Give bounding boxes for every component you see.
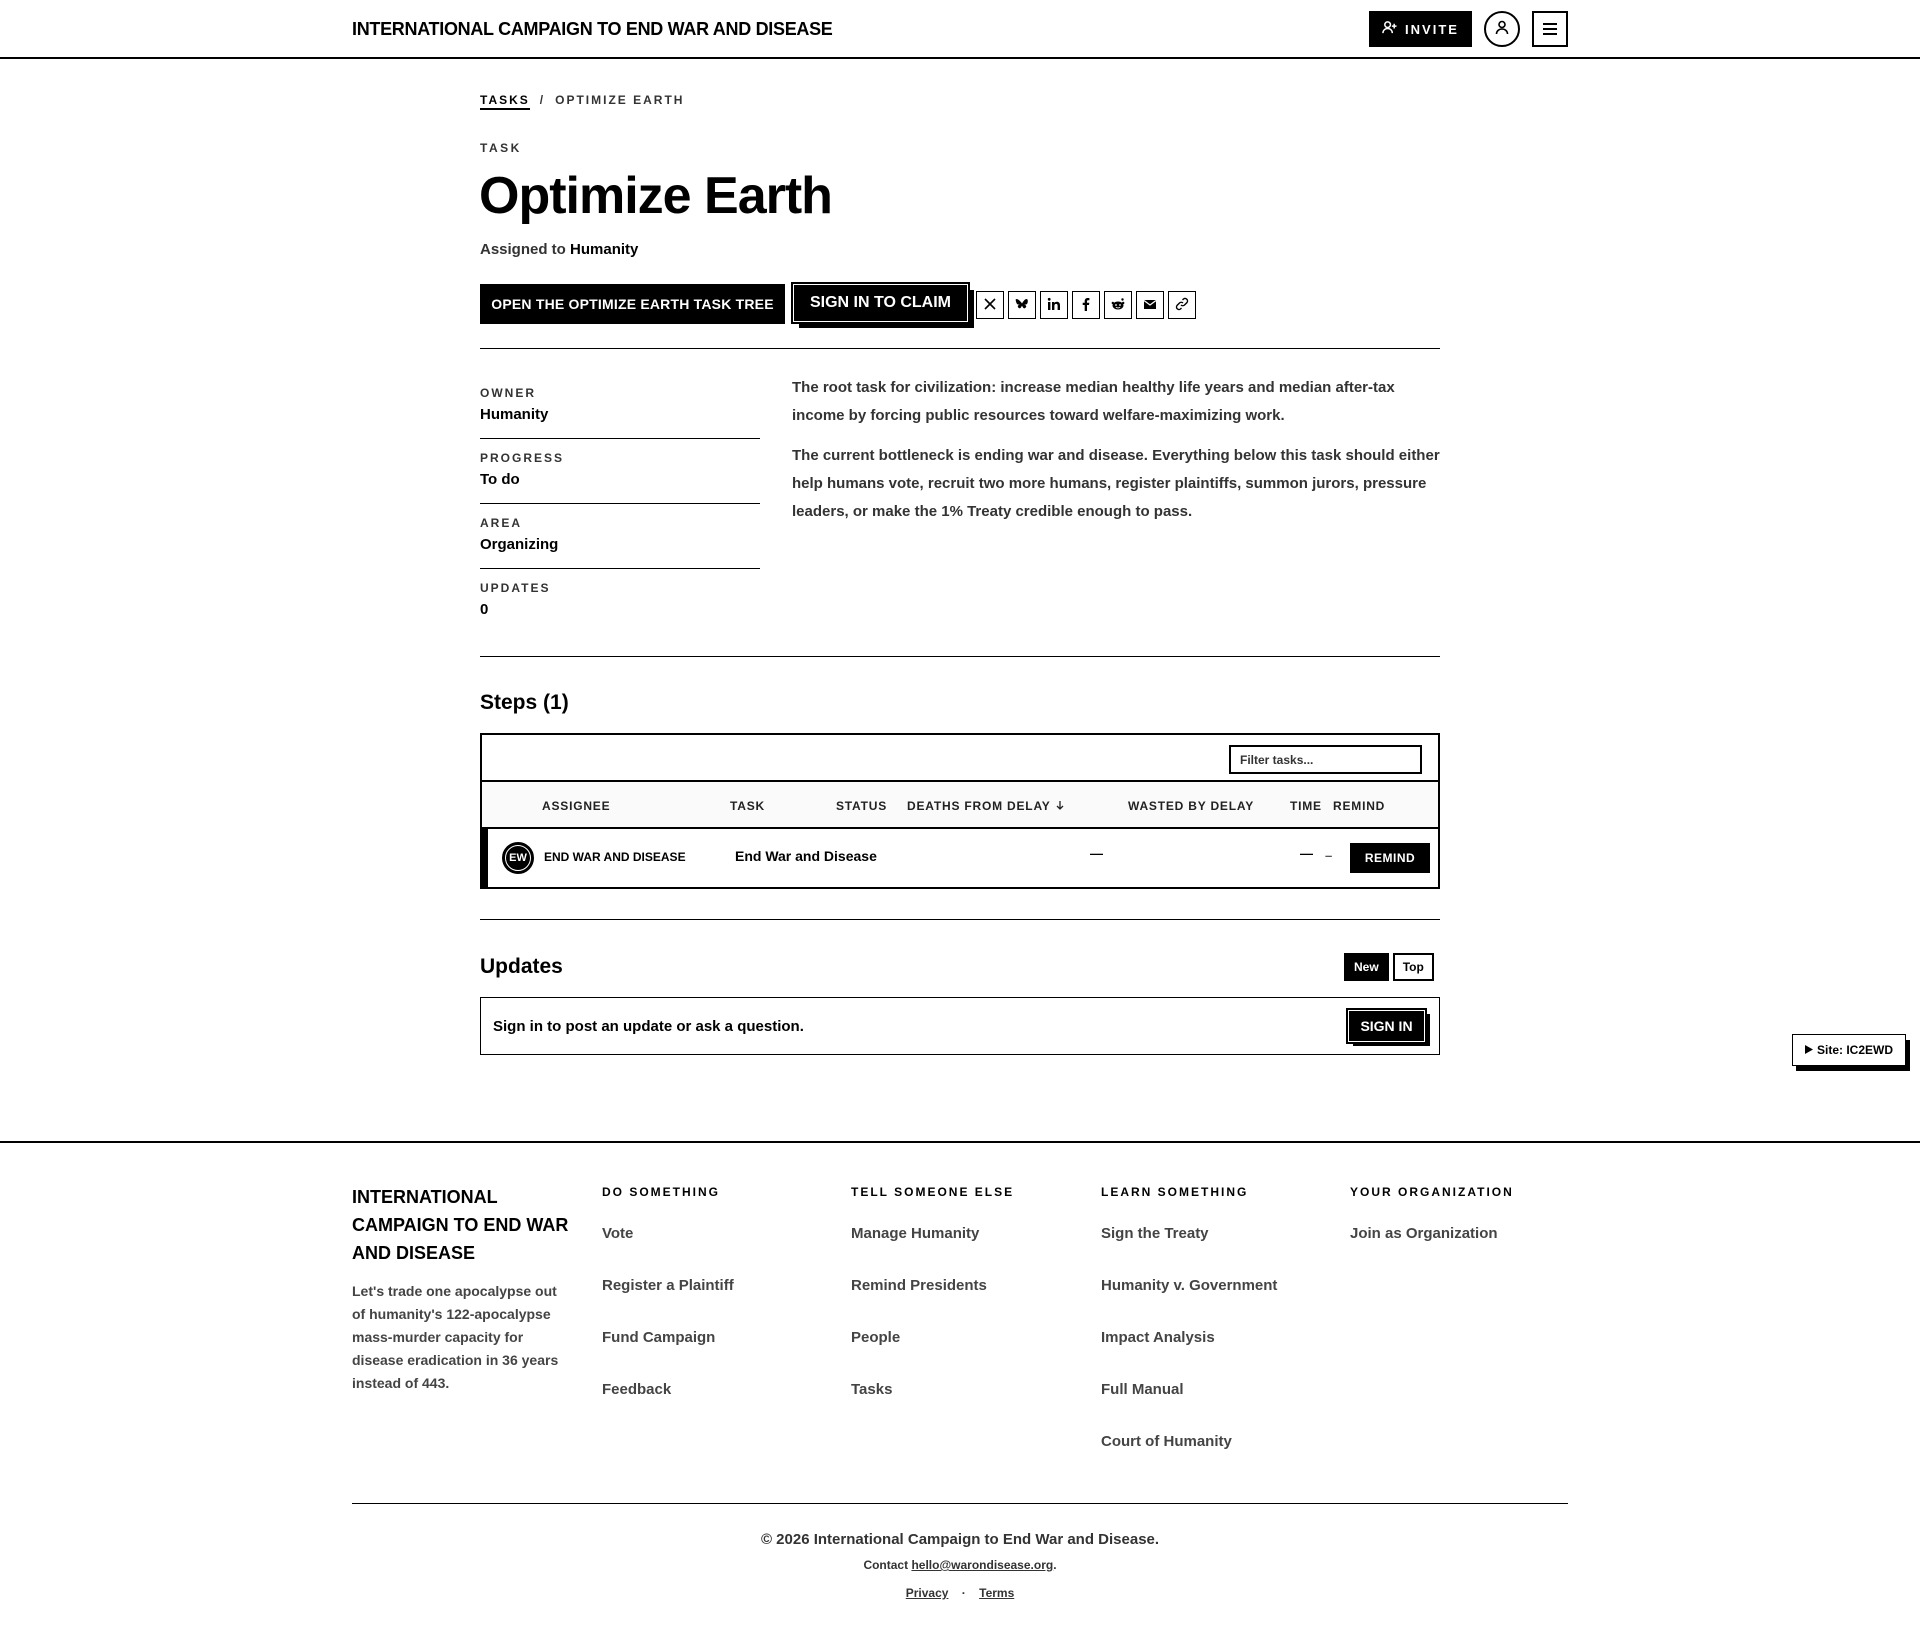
- menu-button[interactable]: [1532, 11, 1568, 47]
- column-wasted-by-delay[interactable]: WASTED BY DELAY: [1128, 799, 1255, 813]
- footer-column-heading: TELL SOMEONE ELSE: [851, 1185, 1015, 1199]
- footer-link-manage-humanity[interactable]: Manage Humanity: [851, 1225, 980, 1242]
- updates-heading: Updates: [480, 955, 563, 978]
- contact-prefix: Contact: [863, 1558, 909, 1572]
- breadcrumb: [480, 93, 684, 110]
- bluesky-icon: [1015, 297, 1029, 314]
- site-brand-link[interactable]: INTERNATIONAL CAMPAIGN TO END WAR AND DISEASE: [352, 19, 833, 39]
- description-paragraph: The root task for civilization: increase median healthy life years and median after-tax income by forcing public resources toward welfare-maximizing work.: [792, 379, 1395, 424]
- task-kicker: TASK: [480, 141, 522, 155]
- task-actions: [480, 284, 1196, 328]
- arrow-down-icon: [1055, 799, 1065, 813]
- open-task-tree-button[interactable]: OPEN THE OPTIMIZE EARTH TASK TREE: [480, 284, 785, 324]
- meta-label: PROGRESS: [480, 451, 565, 465]
- column-time[interactable]: TIME: [1290, 799, 1322, 813]
- footer-column-heading: YOUR ORGANIZATION: [1350, 1185, 1514, 1199]
- assigned-to-link[interactable]: Humanity: [570, 241, 639, 258]
- site-tag-button[interactable]: [1792, 1034, 1906, 1066]
- link-icon: [1175, 297, 1189, 314]
- legal-separator: ·: [961, 1586, 966, 1600]
- share-buttons: [976, 291, 1196, 319]
- footer-link-remind-presidents[interactable]: Remind Presidents: [851, 1277, 987, 1294]
- site-footer: [0, 1141, 1920, 1639]
- breadcrumb-current: OPTIMIZE EARTH: [555, 93, 685, 107]
- email-icon: [1143, 297, 1157, 314]
- column-deaths-from-delay[interactable]: [907, 799, 1065, 813]
- column-task[interactable]: TASK: [730, 799, 765, 813]
- footer-link-fund-campaign[interactable]: Fund Campaign: [602, 1329, 716, 1346]
- filter-tasks-input[interactable]: [1229, 745, 1422, 774]
- steps-heading: Steps (1): [480, 691, 569, 714]
- row-task-link[interactable]: End War and Disease: [735, 848, 877, 864]
- meta-value: 0: [480, 601, 489, 618]
- meta-owner: [480, 374, 760, 439]
- user-icon: [1494, 19, 1510, 40]
- column-assignee[interactable]: ASSIGNEE: [542, 799, 611, 813]
- post-update-text: Sign in to post an update or ask a question.: [493, 1018, 804, 1035]
- site-header: [0, 0, 1920, 59]
- footer-column-organization: [1350, 1185, 1580, 1277]
- share-bluesky-button[interactable]: [1008, 291, 1036, 319]
- task-meta: [480, 374, 760, 634]
- breadcrumb-separator: /: [539, 93, 546, 107]
- footer-link-court-of-humanity[interactable]: Court of Humanity: [1101, 1433, 1232, 1450]
- divider: [480, 348, 1440, 349]
- column-deaths-label: DEATHS FROM DELAY: [907, 799, 1051, 813]
- table-row[interactable]: [482, 829, 1438, 887]
- legal-links: [0, 1586, 1920, 1600]
- divider: [480, 656, 1440, 657]
- add-user-icon: [1382, 20, 1397, 38]
- table-header: [482, 780, 1438, 829]
- meta-label: AREA: [480, 516, 523, 530]
- footer-link-join-organization[interactable]: Join as Organization: [1350, 1225, 1498, 1242]
- contact-email-link[interactable]: hello@warondisease.org: [911, 1558, 1054, 1572]
- remind-button[interactable]: REMIND: [1350, 843, 1430, 873]
- footer-column-learn-something: [1101, 1185, 1331, 1485]
- task-description: [792, 374, 1440, 526]
- row-wasted: —: [1090, 846, 1103, 861]
- share-facebook-button[interactable]: [1072, 291, 1100, 319]
- footer-column-tell-someone: [851, 1185, 1081, 1433]
- share-linkedin-button[interactable]: [1040, 291, 1068, 319]
- breadcrumb-tasks-link[interactable]: TASKS: [480, 93, 530, 110]
- footer-divider: [352, 1503, 1568, 1504]
- row-time-extra: –: [1325, 848, 1333, 863]
- menu-icon: [1543, 19, 1557, 40]
- invite-button[interactable]: [1369, 11, 1472, 47]
- privacy-link[interactable]: Privacy: [905, 1586, 949, 1600]
- post-update-prompt: [480, 997, 1440, 1055]
- row-time: —: [1300, 846, 1313, 861]
- footer-link-feedback[interactable]: Feedback: [602, 1381, 672, 1398]
- account-button[interactable]: [1484, 11, 1520, 47]
- claim-button-wrap: [793, 284, 974, 328]
- assigned-line: [480, 241, 638, 258]
- sort-new-button[interactable]: New: [1344, 953, 1389, 981]
- description-paragraph: The current bottleneck is ending war and disease. Everything below this task should either help humans vote, recruit two more humans, register plaintiffs, summon jurors, pressure leaders, or make the 1% Treaty credible enough to pass.: [792, 447, 1440, 520]
- linkedin-icon: [1047, 297, 1061, 314]
- steps-table: [480, 733, 1440, 889]
- meta-progress: [480, 439, 760, 504]
- meta-label: UPDATES: [480, 581, 551, 595]
- footer-tagline: Let's trade one apocalypse out of humanity's 122-apocalypse mass-murder capacity for disease eradication in 36 years instead of 443.: [352, 1283, 559, 1391]
- meta-value: Humanity: [480, 406, 549, 423]
- row-assignee[interactable]: END WAR AND DISEASE: [544, 850, 686, 864]
- meta-updates: [480, 569, 760, 634]
- x-icon: [983, 297, 997, 314]
- share-x-button[interactable]: [976, 291, 1004, 319]
- footer-link-sign-treaty[interactable]: Sign the Treaty: [1101, 1225, 1209, 1242]
- contact-suffix: .: [1053, 1558, 1057, 1572]
- reddit-icon: [1111, 297, 1125, 314]
- divider: [480, 919, 1440, 920]
- footer-column-heading: DO SOMETHING: [602, 1185, 721, 1199]
- site-tag-label: Site: IC2EWD: [1816, 1043, 1893, 1057]
- page-title: Optimize Earth: [479, 167, 832, 225]
- meta-label: OWNER: [480, 386, 536, 400]
- column-status[interactable]: STATUS: [836, 799, 888, 813]
- share-email-button[interactable]: [1136, 291, 1164, 319]
- sign-in-button[interactable]: SIGN IN: [1348, 1010, 1425, 1042]
- footer-link-people[interactable]: People: [851, 1329, 901, 1346]
- avatar: EW: [502, 842, 534, 874]
- footer-link-full-manual[interactable]: Full Manual: [1101, 1381, 1184, 1398]
- footer-link-impact-analysis[interactable]: Impact Analysis: [1101, 1329, 1215, 1346]
- footer-link-humanity-v-government[interactable]: Humanity v. Government: [1101, 1277, 1278, 1294]
- meta-value: Organizing: [480, 536, 559, 553]
- footer-brand: INTERNATIONAL CAMPAIGN TO END WAR AND DISEASE: [352, 1187, 569, 1263]
- sign-in-to-claim-button[interactable]: SIGN IN TO CLAIM: [793, 284, 968, 322]
- footer-link-vote[interactable]: Vote: [602, 1225, 634, 1242]
- sort-top-button[interactable]: Top: [1393, 953, 1434, 981]
- site-tag: [1792, 1034, 1910, 1071]
- footer-link-register-plaintiff[interactable]: Register a Plaintiff: [602, 1277, 734, 1294]
- invite-label: INVITE: [1405, 21, 1459, 37]
- meta-value: To do: [480, 471, 520, 488]
- column-remind: REMIND: [1333, 799, 1386, 813]
- share-reddit-button[interactable]: [1104, 291, 1132, 319]
- sign-in-button-wrap: [1348, 1010, 1431, 1048]
- contact-line: [0, 1558, 1920, 1572]
- footer-link-tasks[interactable]: Tasks: [851, 1381, 893, 1398]
- footer-column-do-something: [602, 1185, 832, 1433]
- meta-area: [480, 504, 760, 569]
- footer-column-heading: LEARN SOMETHING: [1101, 1185, 1249, 1199]
- updates-sort: [1344, 953, 1434, 981]
- facebook-icon: [1079, 297, 1093, 314]
- copy-link-button[interactable]: [1168, 291, 1196, 319]
- assigned-prefix: Assigned to: [480, 241, 566, 258]
- terms-link[interactable]: Terms: [979, 1586, 1015, 1600]
- triangle-right-icon: [1805, 1043, 1813, 1057]
- copyright: © 2026 International Campaign to End War and Disease.: [760, 1531, 1160, 1548]
